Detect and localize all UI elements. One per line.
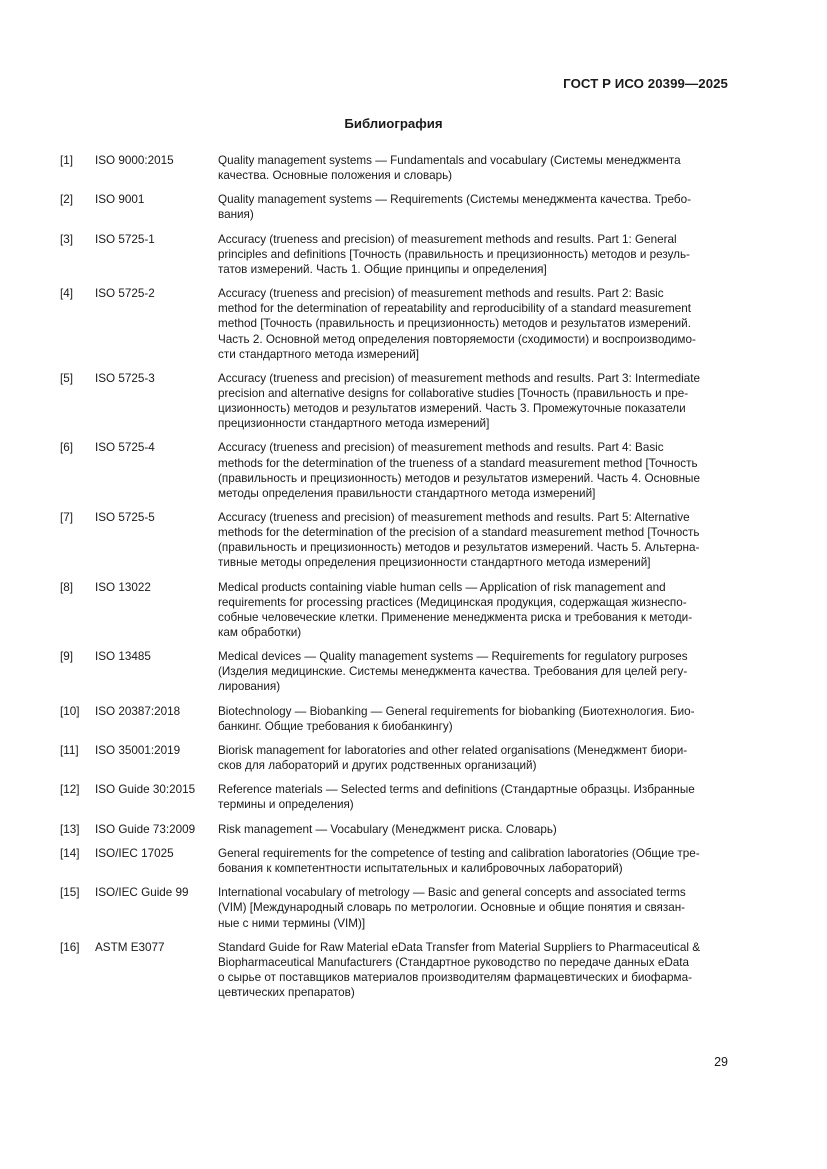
standard-code: ISO 5725-5 [95,511,155,524]
description-line: тивные методы определения прецизионности стандартного метода измерений] [218,556,651,570]
description-line: татов измерений. Часть 1. Общие принципы и определения] [218,262,547,276]
bibliography-entry [60,192,728,222]
standard-code: ASTM E3077 [95,940,165,954]
description-line: (правильность и прецизионность) методов и результатов измерений. Часть 4. Основные [218,471,700,485]
description-line: Biotechnology — Biobanking — General requirements for biobanking (Биотехнология. Био- [218,704,695,718]
entry-number: [9] [60,650,73,664]
standard-code: ISO 5725-1 [95,232,155,246]
bibliography-entry [60,153,728,183]
description-line: Medical devices — Quality management systems — Requirements for regulatory purposes [218,650,688,664]
entry-description [218,232,728,277]
description-line: methods for the determination of the precision of a standard measurement method [Точность [218,526,700,540]
description-line: сков для лабораторий и других родственных организаций) [218,759,537,773]
standard-code: ISO Guide 30:2015 [95,783,196,797]
entry-description [218,649,728,694]
standard-code: ISO 35001:2019 [95,743,181,757]
entry-description [218,440,728,500]
standard-code: ISO 13022 [95,580,151,594]
bibliography-entry [60,580,728,640]
bibliography-entry [60,743,728,773]
bibliography-list [60,153,728,1009]
page-number: 29 [714,1055,728,1069]
entry-description [218,822,728,837]
description-line: Accuracy (trueness and precision) of measurement methods and results. Part 4: Basic [218,441,664,455]
bibliography-entry [60,440,728,500]
description-line: банкинг. Общие требования к биобанкингу) [218,719,453,733]
description-line: requirements for processing practices (Медицинская продукция, содержащая жизнеспо- [218,595,687,609]
description-line: Medical products containing viable human cells — Application of risk management and [218,580,666,594]
standard-code: ISO 20387:2018 [95,704,181,718]
standard-code: ISO 5725-3 [95,371,155,385]
description-line: (правильность и прецизионность) методов и результатов измерений. Часть 5. Альтерна- [218,541,700,555]
entry-description [218,153,728,183]
bibliography-entry [60,232,728,277]
entry-description [218,782,728,812]
standard-code: ISO/IEC 17025 [95,847,174,860]
bibliography-entry [60,286,728,361]
description-line: Часть 2. Основной метод определения повторяемости (сходимости) и воспроизводимо- [218,332,696,346]
entry-description [218,940,728,1000]
entry-number: [3] [60,232,73,246]
entry-description [218,885,728,930]
standard-code: ISO 9001 [95,193,145,207]
description-line: вания) [218,208,254,222]
description-line: (VIM) [Международный словарь по метрологии. Основные и общие понятия и связан- [218,901,686,915]
description-line: цевтических препаратов) [218,986,355,1000]
entry-number: [2] [60,193,73,207]
bibliography-entry [60,782,728,812]
description-line: method for the determination of repeatability and reproducibility of a standard measurement [218,302,691,316]
standard-code: ISO/IEC Guide 99 [95,886,189,900]
description-line: Accuracy (trueness and precision) of measurement methods and results. Part 3: Intermediate [218,371,701,385]
entry-number: [16] [60,940,80,954]
description-line: Biopharmaceutical Manufacturers (Стандартное руководство по передаче данных eData [218,955,690,969]
description-line: Accuracy (trueness and precision) of measurement methods and results. Part 1: General [218,232,677,246]
bibliography-entry [60,846,728,876]
description-line: (Изделия медицинские. Системы менеджмента качества. Требования для целей регу- [218,665,688,679]
description-line: Quality management systems — Requirements (Системы менеджмента качества. Требо- [218,193,691,207]
document-header: ГОСТ Р ИСО 20399—2025 [563,76,728,91]
entry-number: [7] [60,511,73,524]
description-line: лирования) [218,680,281,694]
standard-code: ISO 5725-4 [95,441,155,455]
entry-description [218,371,728,431]
entry-number: [4] [60,287,73,301]
bibliography-entry [60,822,728,837]
description-line: Biorisk management for laboratories and other related organisations (Менеджмент биори- [218,743,688,757]
entry-number: [6] [60,441,73,455]
entry-number: [1] [60,154,73,167]
entry-description [218,580,728,640]
standard-code: ISO 5725-2 [95,287,155,301]
description-line: сти стандартного метода измерений] [218,347,419,361]
description-line: бования к компетентности испытательных и калибровочных лабораторий) [218,862,623,876]
entry-number: [13] [60,822,80,836]
description-line: International vocabulary of metrology — Basic and general concepts and associated terms [218,886,686,900]
entry-description [218,704,728,734]
description-line: Risk management — Vocabulary (Менеджмент риска. Словарь) [218,822,557,836]
description-line: Accuracy (trueness and precision) of measurement methods and results. Part 2: Basic [218,287,664,301]
bibliography-entry [60,510,728,570]
description-line: precision and alternative designs for collaborative studies [Точность (правильность и пре- [218,386,689,400]
description-line: термины и определения) [218,798,354,812]
entry-number: [15] [60,886,80,900]
entry-description [218,510,728,570]
entry-number: [8] [60,580,73,594]
description-line: Standard Guide for Raw Material eData Transfer from Material Suppliers to Pharmaceutical & [218,940,700,954]
description-line: Accuracy (trueness and precision) of measurement methods and results. Part 5: Alternative [218,511,690,524]
description-line: прецизионности стандартного метода измерений] [218,417,490,431]
entry-number: [14] [60,847,80,860]
description-line: Quality management systems — Fundamentals and vocabulary (Системы менеджмента [218,154,681,167]
entry-description [218,192,728,222]
entry-number: [5] [60,371,73,385]
description-line: качества. Основные положения и словарь) [218,169,453,183]
description-line: method [Точность (правильность и прецизионность) методов и результатов измерений. [218,317,691,331]
description-line: methods for the determination of the trueness of a standard measurement method [Точность [218,456,698,470]
section-title: Библиография [344,116,443,131]
entry-description [218,846,728,876]
bibliography-entry [60,885,728,930]
entry-number: [10] [60,704,80,718]
description-line: principles and definitions [Точность (правильность и прецизионность) методов и резуль- [218,247,690,261]
bibliography-entry [60,940,728,1000]
description-line: цизионность) методов и результатов измерений. Часть 3. Промежуточные показатели [218,402,686,416]
entry-number: [12] [60,783,80,797]
bibliography-entry [60,371,728,431]
standard-code: ISO 9000:2015 [95,154,174,167]
description-line: собные человеческие клетки. Применение менеджмента риска и требования к методи- [218,610,693,624]
description-line: методы определения правильности стандартного метода измерений] [218,486,596,500]
bibliography-entry [60,704,728,734]
standard-code: ISO 13485 [95,650,151,664]
entry-number: [11] [60,743,79,757]
entry-description [218,743,728,773]
entry-description [218,286,728,361]
description-line: Reference materials — Selected terms and definitions (Стандартные образцы. Избранные [218,783,695,797]
description-line: General requirements for the competence of testing and calibration laboratories (Общие тре- [218,847,700,860]
description-line: о сырье от поставщиков материалов производителям фармацевтических и биофарма- [218,971,692,985]
standard-code: ISO Guide 73:2009 [95,822,196,836]
description-line: кам обработки) [218,625,302,639]
description-line: ные с ними термины (VIM)] [218,916,366,930]
bibliography-entry [60,649,728,694]
